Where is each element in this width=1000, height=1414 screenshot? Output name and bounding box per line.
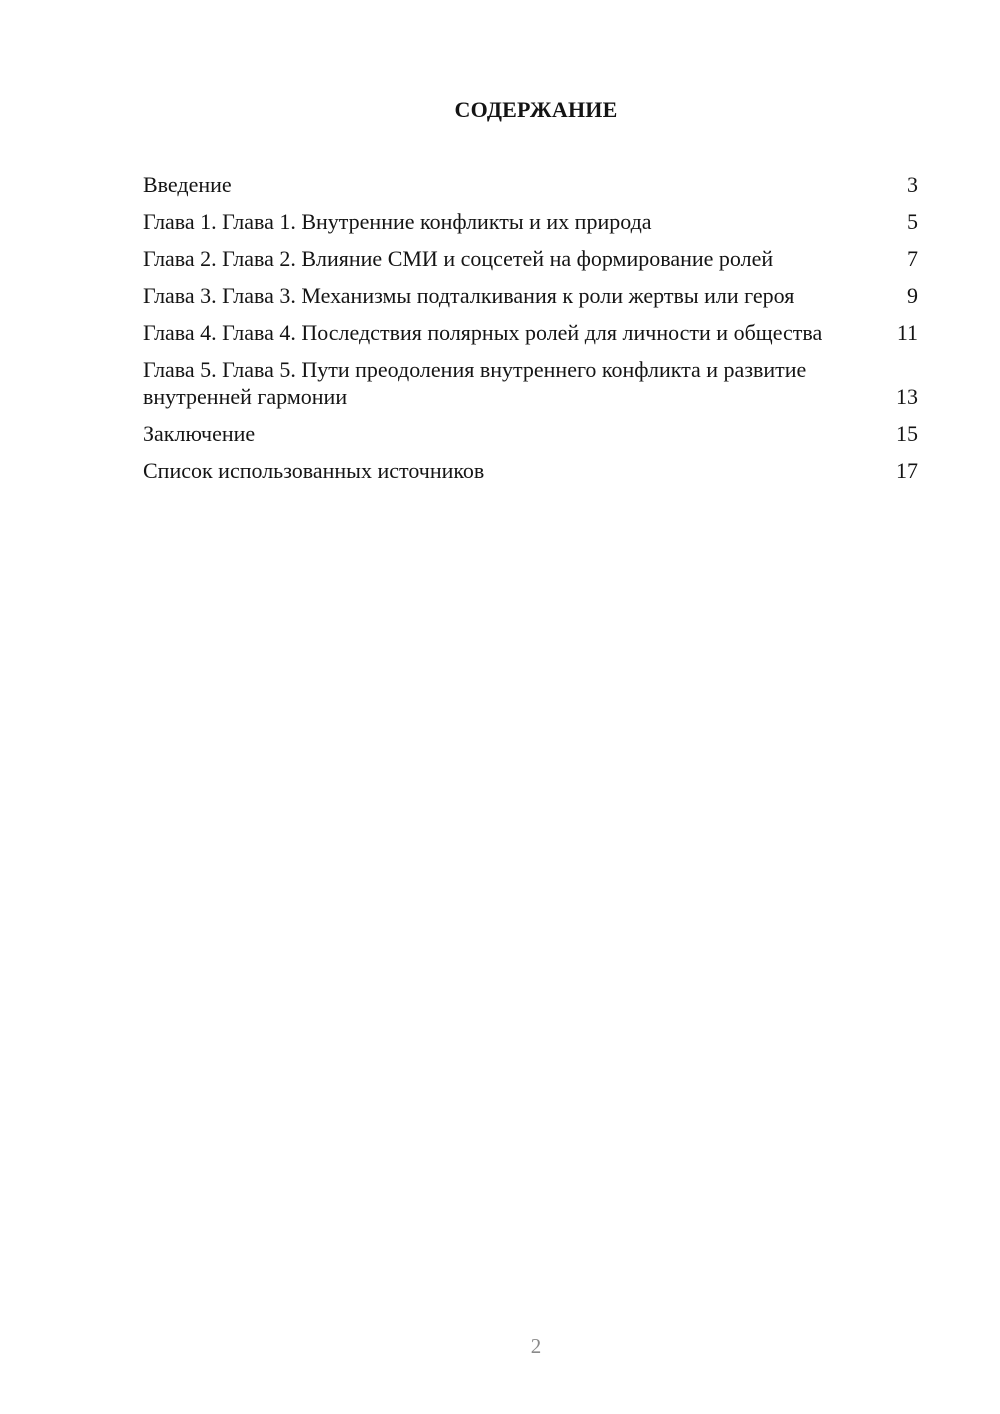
toc-entry-references xyxy=(143,457,918,484)
toc-entry-page: 13 xyxy=(896,384,918,409)
toc-entry-page: 11 xyxy=(896,320,918,345)
toc-entry-text: Список использованных источников xyxy=(143,458,485,483)
toc-entry-chapter-5 xyxy=(143,356,918,410)
toc-entry-introduction xyxy=(143,171,918,198)
toc-entry-text: Глава 2. Глава 2. Влияние СМИ и соцсетей на формирование ролей xyxy=(143,246,774,271)
page-title: СОДЕРЖАНИЕ xyxy=(454,97,618,122)
toc-entry-page: 5 xyxy=(907,209,918,234)
toc-entry-chapter-2 xyxy=(143,245,918,272)
toc-entry-text: Заключение xyxy=(143,421,256,446)
table-of-contents xyxy=(143,171,918,494)
toc-entry-page: 3 xyxy=(907,172,918,197)
toc-entry-conclusion xyxy=(143,420,918,447)
toc-entry-page: 17 xyxy=(896,458,918,483)
toc-entry-page: 9 xyxy=(907,283,918,308)
toc-entry-chapter-4 xyxy=(143,319,918,346)
toc-entry-text: Глава 5. Глава 5. Пути преодоления внутреннего конфликта и развитие внутренней гармонии xyxy=(143,357,807,409)
toc-entry-page: 15 xyxy=(896,421,918,446)
toc-entry-chapter-1 xyxy=(143,208,918,235)
toc-entry-chapter-3 xyxy=(143,282,918,309)
toc-entry-text: Глава 3. Глава 3. Механизмы подталкивания к роли жертвы или героя xyxy=(143,283,795,308)
page-number: 2 xyxy=(530,1334,542,1358)
toc-entry-text: Глава 4. Глава 4. Последствия полярных ролей для личности и общества xyxy=(143,320,823,345)
toc-entry-text: Глава 1. Глава 1. Внутренние конфликты и их природа xyxy=(143,209,652,234)
toc-entry-text: Введение xyxy=(143,172,232,197)
toc-entry-page: 7 xyxy=(907,246,918,271)
